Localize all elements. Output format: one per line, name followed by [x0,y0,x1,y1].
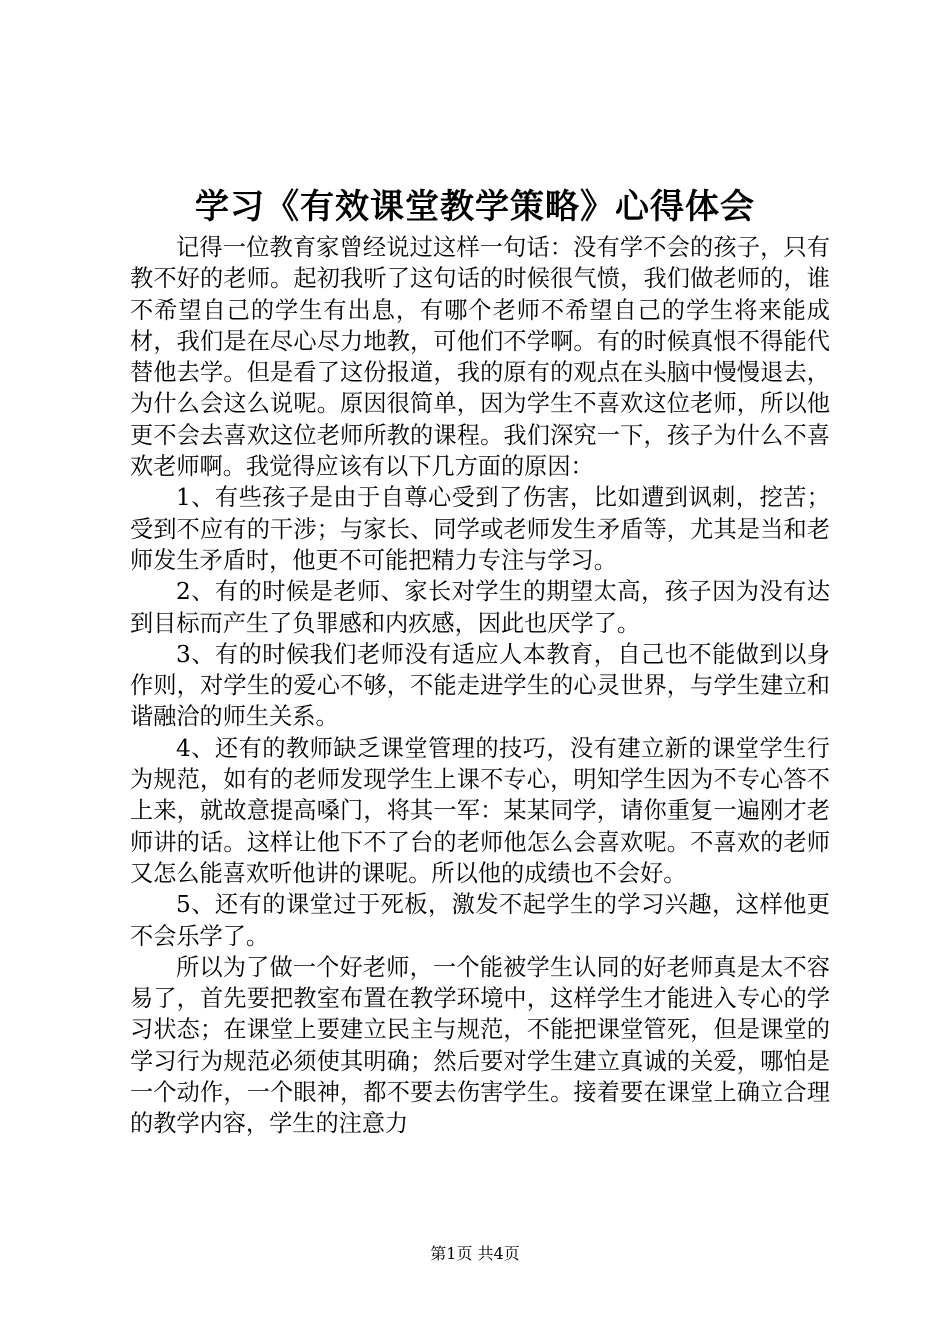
page-footer: 第1页 共4页 [430,1244,520,1263]
paragraph-reason-4: 4、还有的教师缺乏课堂管理的技巧，没有建立新的课堂学生行为规范，如有的老师发现学生上课不专心，明知学生因为不专心答不上来，就故意提高嗓门，将其一军：某某同学，请你重复一遍刚才老师讲的话。这样让他下不了台的老师他怎么会喜欢呢。不喜欢的老师又怎么能喜欢听他讲的课呢。所以他的成绩也不会好。 [130,734,830,887]
paragraph-intro: 记得一位教育家曾经说过这样一句话：没有学不会的孩子，只有教不好的老师。起初我听了这句话的时候很气愤，我们做老师的，谁不希望自己的学生有出息，有哪个老师不希望自己的学生将来能成材，我们是在尽心尽力地教，可他们不学啊。有的时候真恨不得能代替他去学。但是看了这份报道，我的原有的观点在头脑中慢慢退去，为什么会这么说呢。原因很简单，因为学生不喜欢这位老师，所以他更不会去喜欢这位老师所教的课程。我们深究一下，孩子为什么不喜欢老师啊。我觉得应该有以下几方面的原因： [130,234,830,481]
document-title: 学习《有效课堂教学策略》心得体会 [195,187,755,227]
paragraph-reason-3: 3、有的时候我们老师没有适应人本教育，自己也不能做到以身作则，对学生的爱心不够，不能走进学生的心灵世界，与学生建立和谐融洽的师生关系。 [130,640,830,731]
paragraph-reason-5: 5、还有的课堂过于死板，激发不起学生的学习兴趣，这样他更不会乐学了。 [130,891,830,950]
paragraph-reason-2: 2、有的时候是老师、家长对学生的期望太高，孩子因为没有达到目标而产生了负罪感和内疚感，因此也厌学了。 [130,578,830,637]
paragraph-reason-1: 1、有些孩子是由于自尊心受到了伤害，比如遭到讽刺，挖苦；受到不应有的干涉；与家长、同学或老师发生矛盾等，尤其是当和老师发生矛盾时，他更不可能把精力专注与学习。 [130,484,830,574]
paragraph-conclusion: 所以为了做一个好老师，一个能被学生认同的好老师真是太不容易了，首先要把教室布置在教学环境中，这样学生才能进入专心的学习状态；在课堂上要建立民主与规范，不能把课堂管死，但是课堂的学习行为规范必须使其明确；然后要对学生建立真诚的关爱，哪怕是一个动作，一个眼神，都不要去伤害学生。接着要在课堂上确立合理的教学内容，学生的注意力 [130,953,830,1138]
document-body [130,232,830,1140]
